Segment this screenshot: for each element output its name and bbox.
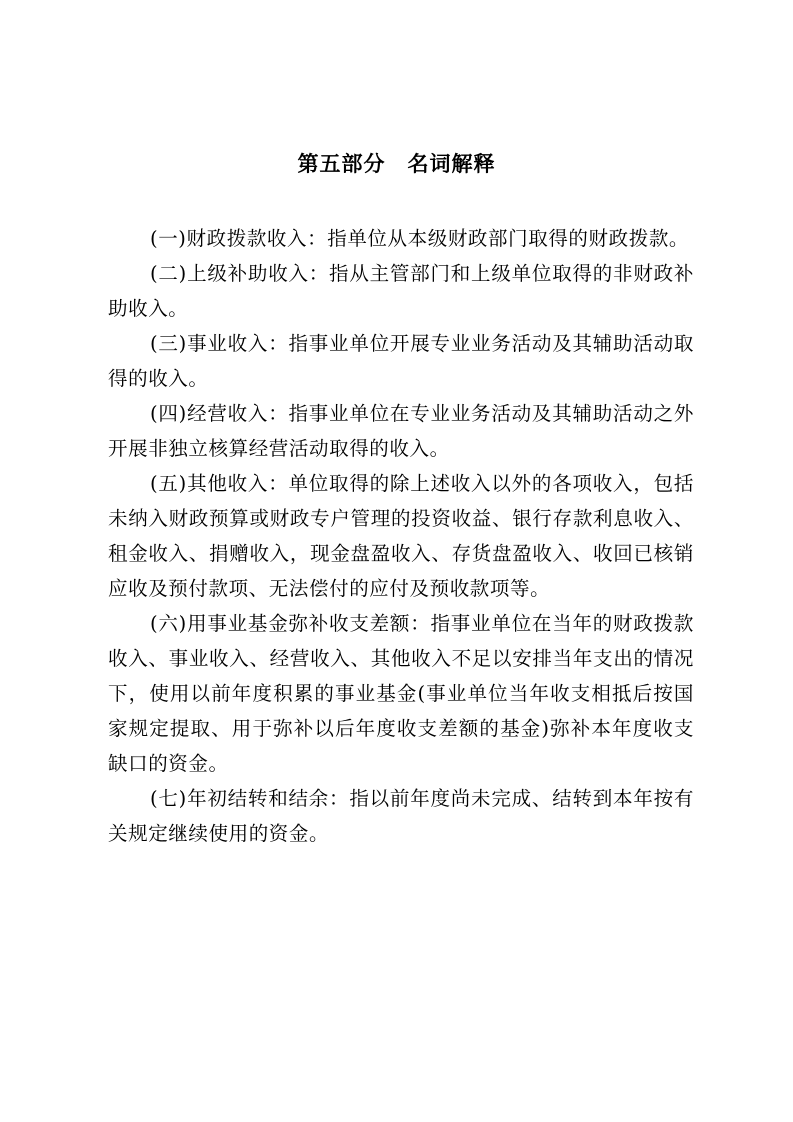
document-body xyxy=(108,221,694,851)
definition-paragraph-3: (三)事业收入：指事业单位开展专业业务活动及其辅助活动取得的收入。 xyxy=(108,332,694,390)
definition-paragraph-2: (二)上级补助收入：指从主管部门和上级单位取得的非财政补助收入。 xyxy=(108,262,694,320)
definition-paragraph-5: (五)其他收入：单位取得的除上述收入以外的各项收入，包括未纳入财政预算或财政专户管理的投资收益、银行存款利息收入、租金收入、捐赠收入，现金盘盈收入、存货盘盈收入、收回已核销应收及预付款项、无法偿付的应付及预收款项等。 xyxy=(108,472,694,600)
definition-paragraph-4: (四)经营收入：指事业单位在专业业务活动及其辅助活动之外开展非独立核算经营活动取得的收入。 xyxy=(108,402,694,460)
definition-paragraph-1: (一)财政拨款收入：指单位从本级财政部门取得的财政拨款。 xyxy=(150,227,690,250)
definition-paragraph-7: (七)年初结转和结余：指以前年度尚未完成、结转到本年按有关规定继续使用的资金。 xyxy=(108,787,694,845)
page-title: 第五部分 名词解释 xyxy=(297,152,496,176)
definition-paragraph-6: (六)用事业基金弥补收支差额：指事业单位在当年的财政拨款收入、事业收入、经营收入、其他收入不足以安排当年支出的情况下，使用以前年度积累的事业基金(事业单位当年收支相抵后按国家规定提取、用于弥补以后年度收支差额的基金)弥补本年度收支缺口的资金。 xyxy=(108,612,694,775)
